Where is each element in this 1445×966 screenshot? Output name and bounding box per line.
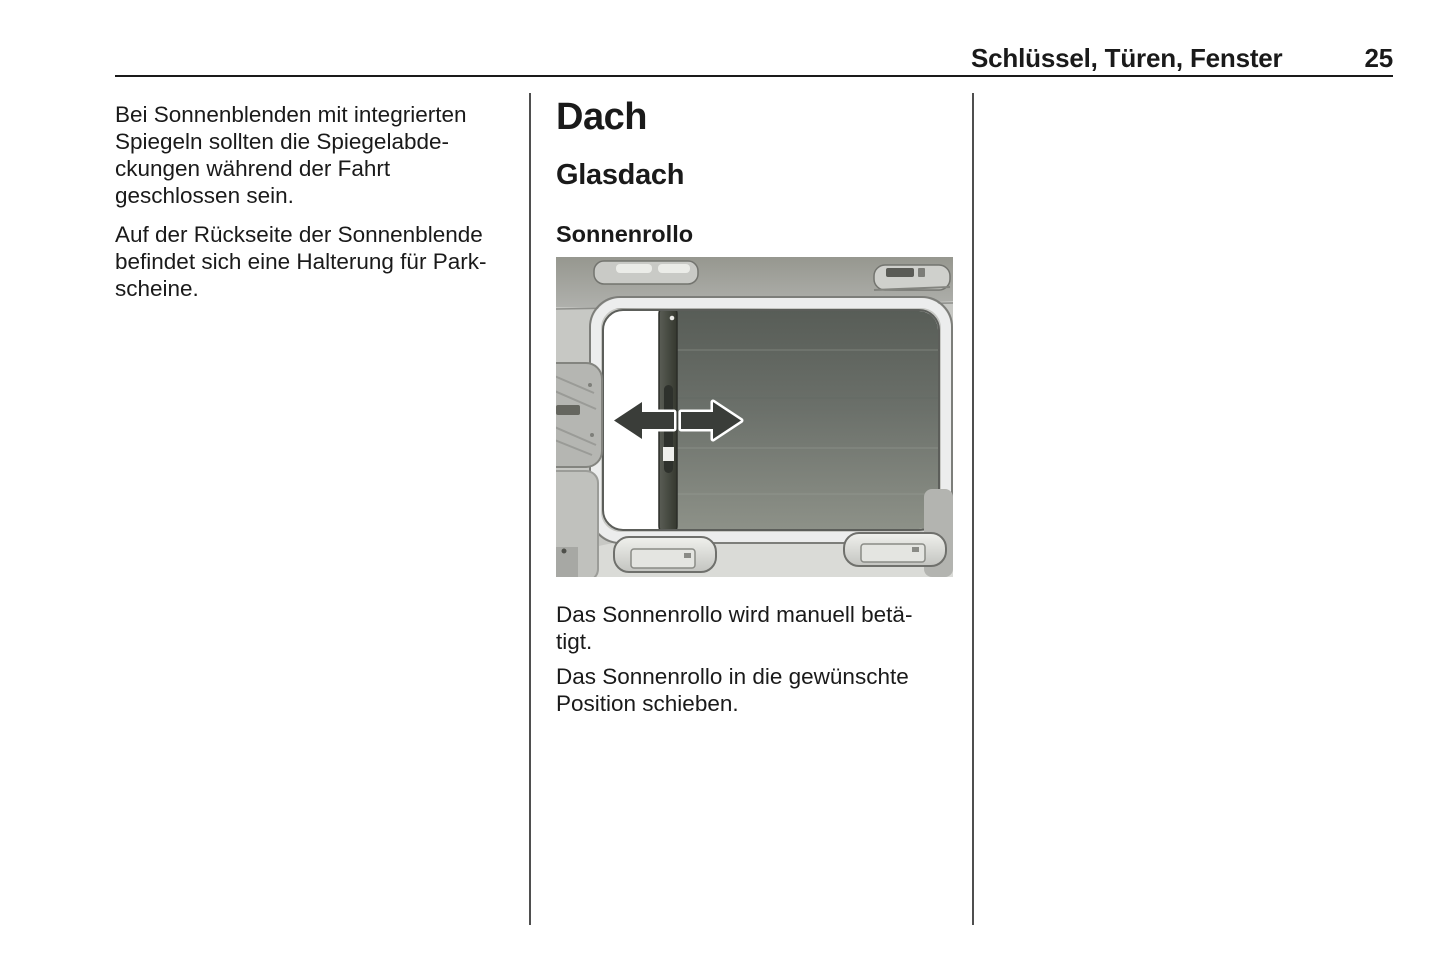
left-pillar-trim xyxy=(556,471,598,577)
section-heading-dach: Dach xyxy=(556,96,647,138)
overhead-console xyxy=(556,363,602,467)
grab-handle-left-icon xyxy=(594,261,698,284)
sunroof-illustration-svg xyxy=(556,257,953,577)
paragraph-parking-ticket-holder xyxy=(115,221,519,302)
paragraph-sun-visor-mirrors xyxy=(115,101,519,209)
text-line: Das Sonnenrollo wird manuell betä- xyxy=(556,602,913,627)
text-line: scheine. xyxy=(115,276,199,301)
text-line: Spiegeln sollten die Spiegelabde- xyxy=(115,129,449,154)
grab-handle-right-icon xyxy=(874,265,950,290)
column-divider-right xyxy=(972,93,974,925)
blind-seam-line xyxy=(674,493,938,495)
blind-seam-line xyxy=(674,349,938,351)
blind-seam-line xyxy=(674,397,938,399)
text-line: geschlossen sein. xyxy=(115,183,294,208)
paragraph-slide-to-position xyxy=(556,663,953,717)
text-line: Das Sonnenrollo in die gewünschte xyxy=(556,664,909,689)
page-header xyxy=(971,44,1393,72)
text-line: Auf der Rückseite der Sonnenblende xyxy=(115,222,483,247)
text-line: Position schieben. xyxy=(556,691,739,716)
text-line: ckungen während der Fahrt xyxy=(115,156,391,181)
topic-heading-sonnenrollo: Sonnenrollo xyxy=(556,221,694,247)
text-line: tigt. xyxy=(556,629,593,654)
column-divider-left xyxy=(529,93,531,925)
header-rule xyxy=(115,75,1393,77)
sun-visor-left-icon xyxy=(614,537,716,572)
left-column xyxy=(115,101,519,302)
content-column xyxy=(556,97,953,717)
blind-seam-line xyxy=(674,447,938,449)
paragraph-manual-operation xyxy=(556,601,953,655)
text-line: Bei Sonnenblenden mit integrierten xyxy=(115,102,467,127)
sun-visor-right-icon xyxy=(844,533,946,566)
text-line: befindet sich eine Halterung für Park- xyxy=(115,249,487,274)
subsection-heading-glasdach: Glasdach xyxy=(556,159,685,191)
header-title: Schlüssel, Türen, Fenster xyxy=(971,43,1283,73)
sunroof-sunblind-illustration xyxy=(556,257,953,577)
page-number: 25 xyxy=(1364,43,1393,73)
